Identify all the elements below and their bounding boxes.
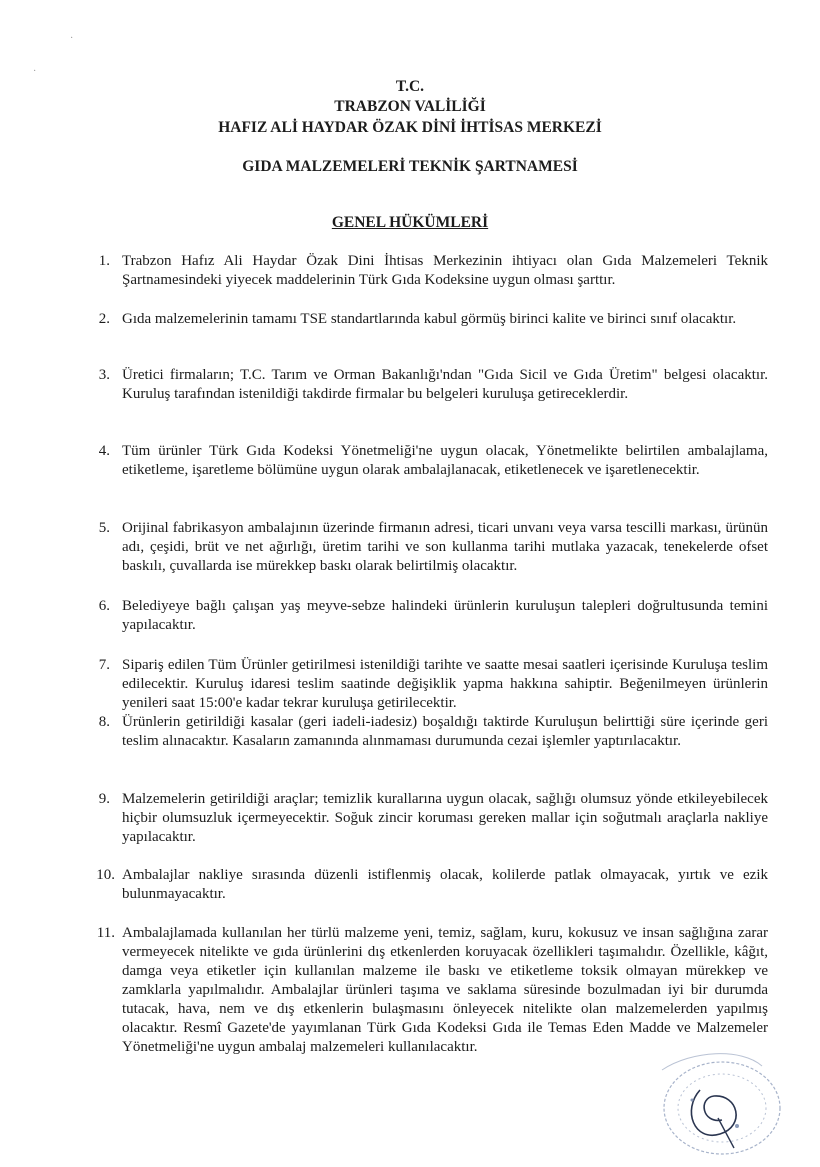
header-tc: T.C. bbox=[395, 78, 425, 95]
item-number: 5. bbox=[98, 520, 110, 536]
item-number: 11. bbox=[96, 925, 115, 941]
header-institution: HAFIZ ALİ HAYDAR ÖZAK DİNİ İHTİSAS MERKEZİ bbox=[218, 119, 602, 136]
item-number: 1. bbox=[98, 253, 110, 269]
official-seal-icon bbox=[622, 1030, 792, 1160]
item-text: Trabzon Hafız Ali Haydar Özak Dini İhtisas Merkezinin ihtiyacı olan Gıda Malzemeleri Teknik Şartnamesindeki yiyecek maddelerinin Türk Gıda Kodeksine uygun olması şarttır. bbox=[122, 253, 768, 288]
item-text: Sipariş edilen Tüm Ürünler getirilmesi istenildiği tarihte ve saatte mesai saatleri içerisinde Kuruluşa teslim edilecektir. Kuruluş idaresi teslim saatinde değişiklik yapma hakkına sahiptir. Beğenilmeyen ürünlerin yenileri saat 15:00'e kadar tekrar kuruluşa getirilecektir. bbox=[122, 657, 768, 711]
item-number: 6. bbox=[98, 598, 110, 614]
item-text: Malzemelerin getirildiği araçlar; temizlik kurallarına uygun olacak, sağlığı olumsuz yönde etkileyebilecek hiçbir olumsuzluk içermeyecektir. Soğuk zincir koruması gereken mallar için soğutmalı araçlarla nakliye yapılacaktır. bbox=[122, 791, 768, 845]
item-text: Üretici firmaların; T.C. Tarım ve Orman Bakanlığı'ndan "Gıda Sicil ve Gıda Üretim" belgesi olacaktır. Kuruluş tarafından istenildiği takdirde firmalar bu belgeleri kuruluşa getireceklerdir. bbox=[122, 367, 768, 402]
scan-speck: · bbox=[70, 33, 74, 44]
item-text: Orijinal fabrikasyon ambalajının üzerinde firmanın adresi, ticari unvanı veya varsa tescilli markası, ürünün adı, çeşidi, brüt ve net ağırlığı, üretim tarihi ve son kullanma tarihi mutlaka yazacak, tenekelerde ofset baskılı, çuvallarda ise mürekkep baskı olarak belirtilmiş olacaktır. bbox=[122, 520, 768, 574]
item-number: 10. bbox=[96, 867, 115, 883]
item-number: 2. bbox=[98, 311, 110, 327]
header-governorship: TRABZON VALİLİĞİ bbox=[334, 98, 486, 115]
item-text: Ambalajlar nakliye sırasında düzenli istiflenmiş olacak, kolilerde patlak olmayacak, yırtık ve ezik bulunmayacaktır. bbox=[122, 867, 768, 902]
item-number: 8. bbox=[98, 714, 110, 730]
item-number: 3. bbox=[98, 367, 110, 383]
item-number: 4. bbox=[98, 443, 110, 459]
item-text: Ürünlerin getirildiği kasalar (geri iadeli-iadesiz) boşaldığı taktirde Kuruluşun belirttiği süre içerinde geri teslim alınacaktır. Kasaların zamanında alınmaması durumunda cezai işlemler yaptırılacaktır. bbox=[122, 714, 768, 749]
item-text: Tüm ürünler Türk Gıda Kodeksi Yönetmeliği'ne uygun olacak, Yönetmelikte belirtilen ambalajlama, etiketleme, işaretleme bölümüne uygun olarak ambalajlanacak, etiketlenecek ve işaretlenecektir. bbox=[122, 443, 768, 478]
document-title: GIDA MALZEMELERİ TEKNİK ŞARTNAMESİ bbox=[242, 158, 578, 175]
item-text: Belediyeye bağlı çalışan yaş meyve-sebze halindeki ürünlerin kuruluşun talepleri doğrultusunda temini yapılacaktır. bbox=[122, 598, 768, 633]
item-text: Gıda malzemelerinin tamamı TSE standartlarında kabul görmüş birinci kalite ve birinci sınıf olacaktır. bbox=[122, 311, 737, 327]
item-number: 9. bbox=[98, 791, 110, 807]
item-text: Ambalajlamada kullanılan her türlü malzeme yeni, temiz, sağlam, kuru, kokusuz ve insan sağlığına zarar vermeyecek nitelikte ve gıda ürünlerini dış etkenlerden koruyacak özellikleri taşımalıdır. Özellikle, kâğıt, damga veya etiketler için kullanılan malzeme ile baskı ve etiketleme toksik olmayan mürekkep ve zamklarla yapılmalıdır. Ambalajlar ürünleri taşıma ve saklama süresinde bozulmadan iyi bir durumda tutacak, hava, nem ve dış etkenlerin bulaşmasını önleyecek nitelikte olan malzemelerden yapılmış olacaktır. Resmî Gazete'de yayımlanan Türk Gıda Kodeksi Gıda ile Temas Eden Madde ve Malzemeler Yönetmeliği'ne uygun ambalaj malzemeleri kullanılacaktır. bbox=[122, 925, 768, 1055]
scan-speck: · bbox=[33, 66, 37, 77]
item-number: 7. bbox=[98, 657, 110, 673]
section-title: GENEL HÜKÜMLERİ bbox=[331, 214, 489, 231]
